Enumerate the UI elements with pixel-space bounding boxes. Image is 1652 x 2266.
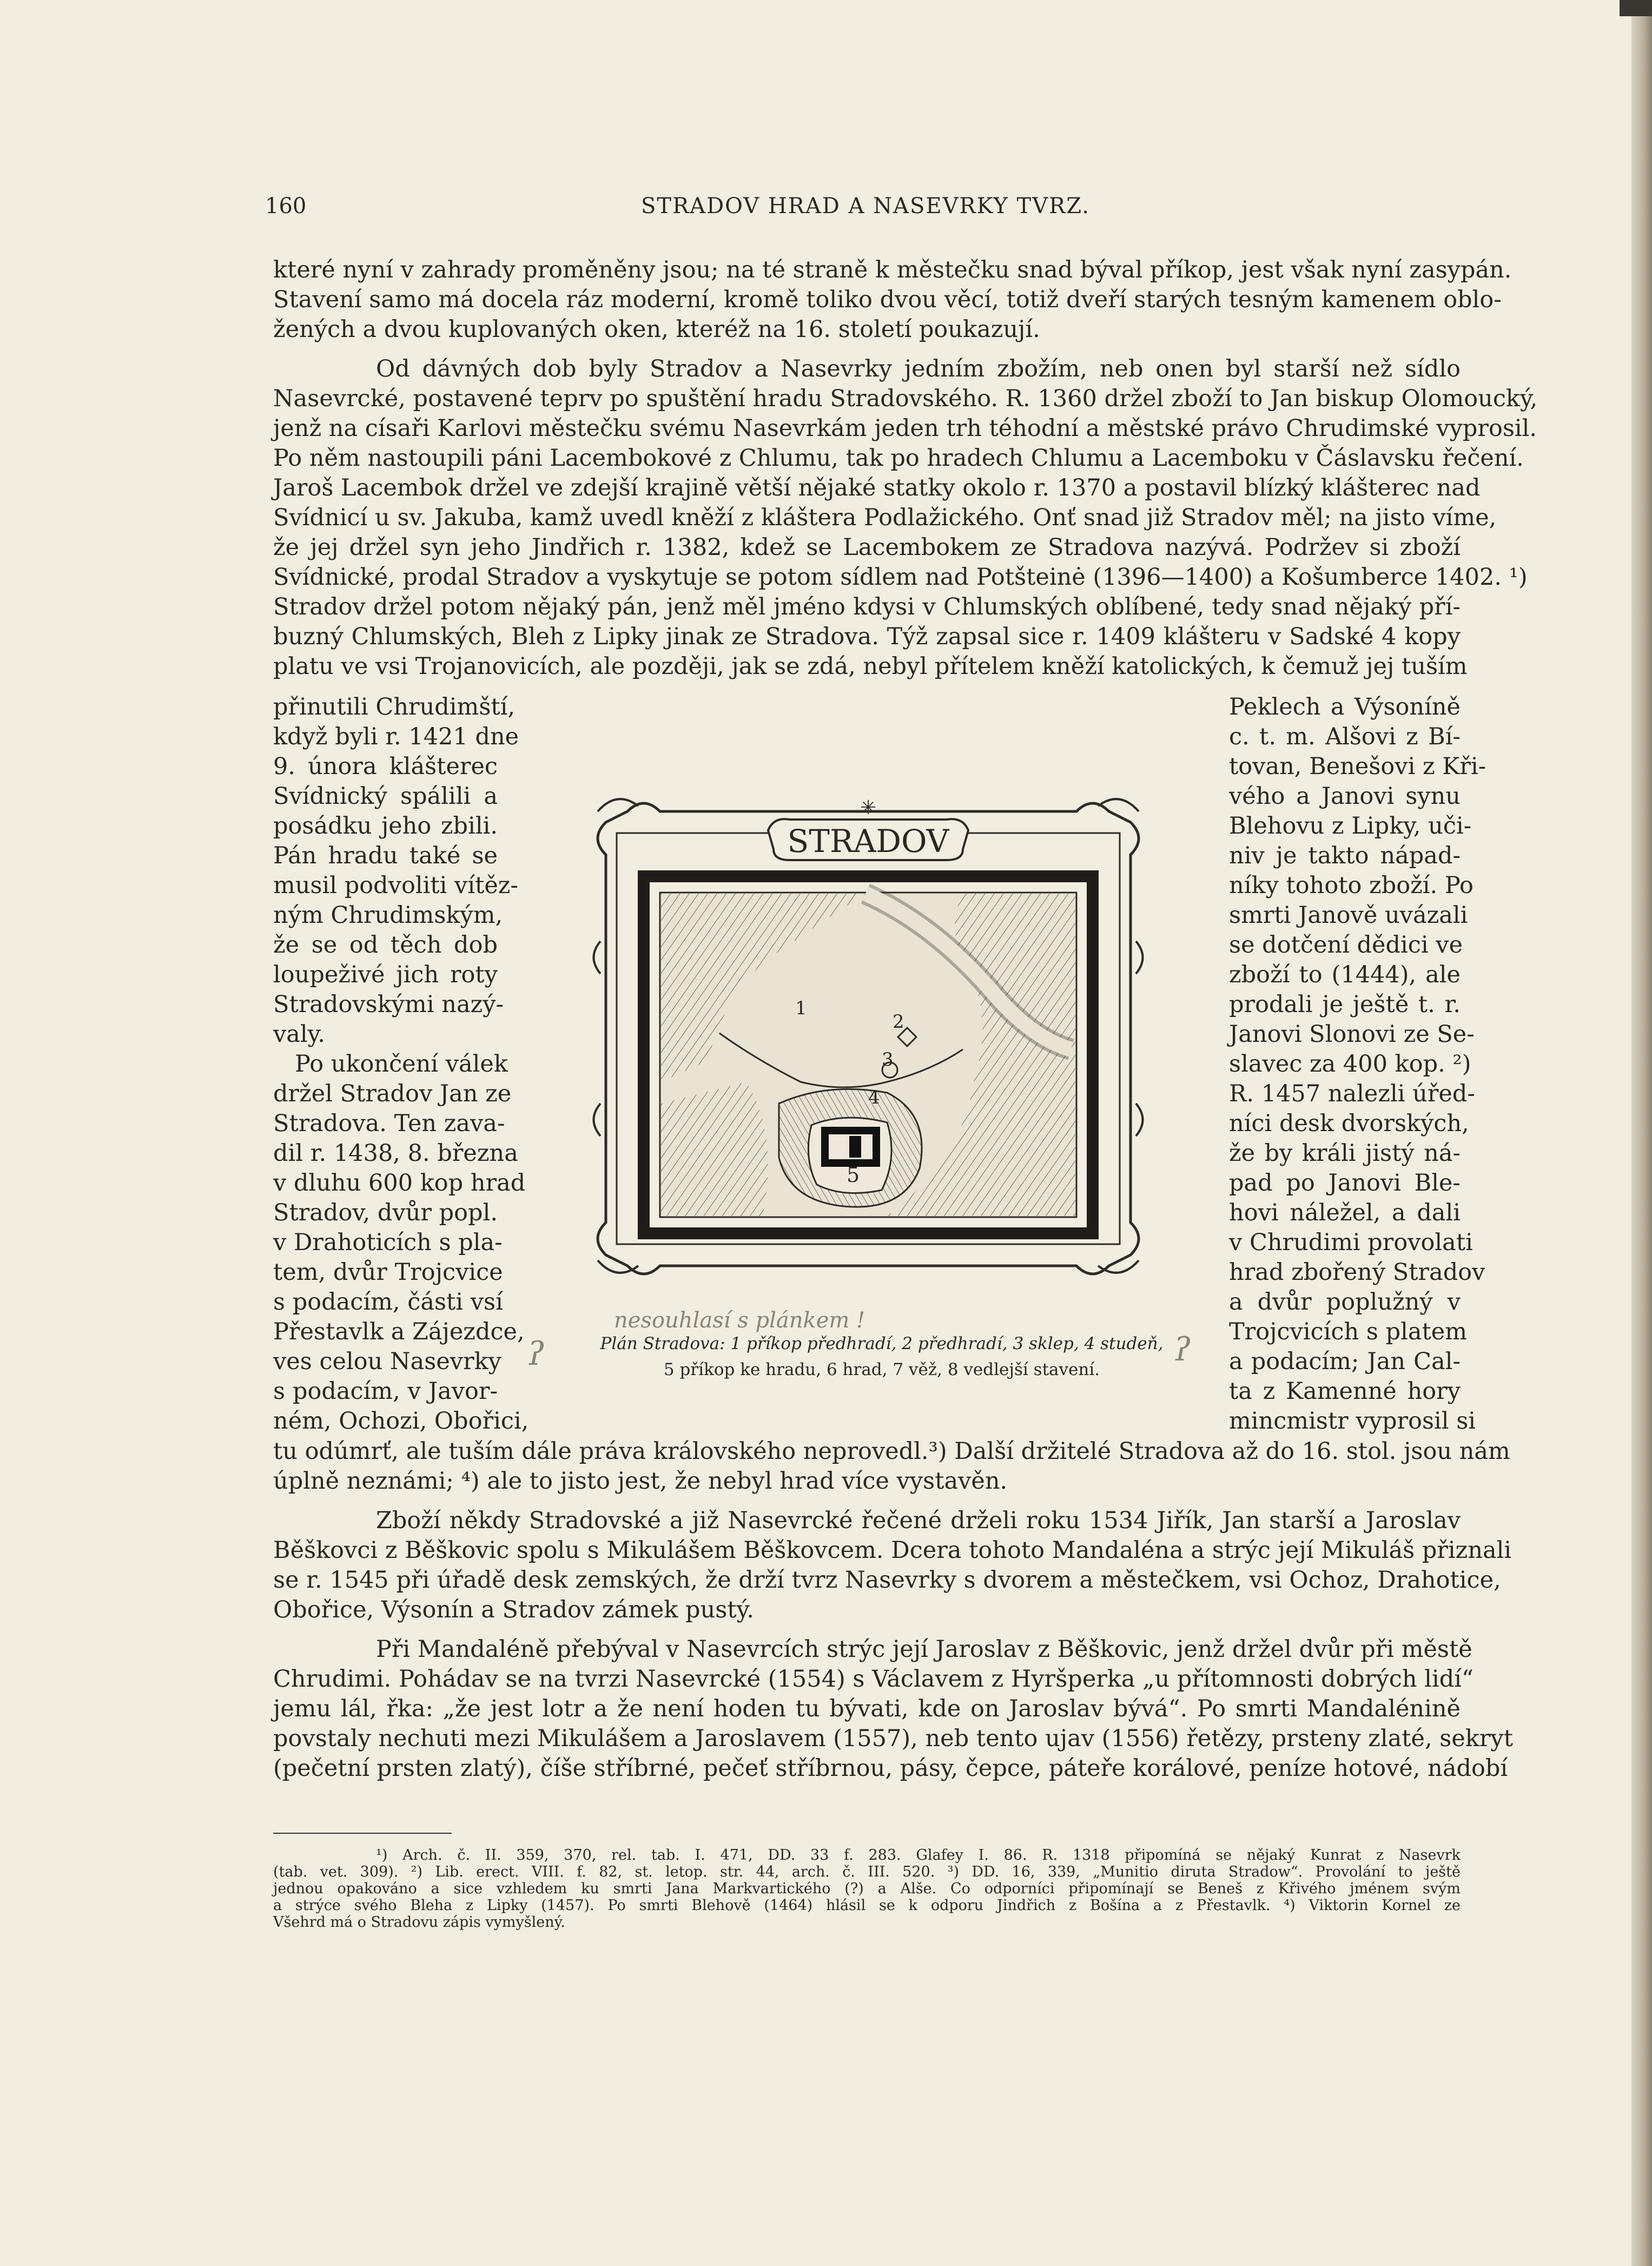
text-line: vého a Janovi synu — [1229, 783, 1461, 810]
right-column — [1229, 692, 1486, 1436]
castle-plan-figure — [584, 779, 1152, 1293]
text-line: níky tohoto zboží. Po — [1229, 872, 1473, 899]
text-line: se r. 1545 při úřadě desk zemských, že drží tvrz Nasevrky s dvorem a městečkem, vsi Ochoz, Drahotice, — [273, 1567, 1501, 1594]
text-line: Stradov držel potom nějaký pán, jenž měl jméno kdysi v Chlumských oblíbené, tedy snad nějaký pří- — [273, 593, 1461, 620]
text-line: musil podvoliti vítěz- — [273, 872, 518, 899]
text-line: Při Mandaléně přebýval v Nasevrcích strýc její Jaroslav z Běškovic, jenž držel dvůr při městě — [376, 1636, 1472, 1663]
text-line: Obořice, Výsonín a Stradov zámek pustý. — [273, 1596, 754, 1623]
text-line: Zboží někdy Stradovské a již Nasevrcké řečené drželi roku 1534 Jiřík, Jan starší a Jaroslav — [376, 1507, 1461, 1534]
text-line: Po ukončení válek — [295, 1051, 508, 1078]
text-line: prodali je ještě t. r. — [1229, 991, 1461, 1018]
text-line: úplně neznámi; ⁴) ale to jisto jest, že nebyl hrad více vystavěn. — [273, 1468, 1008, 1495]
top-paragraphs — [273, 255, 1538, 682]
text-line: Janovi Slonovi ze Se- — [1229, 1021, 1475, 1048]
bottom-paragraphs — [273, 1437, 1513, 1783]
figure-banner-title: STRADOV — [787, 823, 949, 860]
text-line: Chrudimi. Pohádav se na tvrzi Nasevrcké (1554) s Václavem z Hyršperka „u přítomnosti dobrých lidí“ — [273, 1666, 1473, 1693]
footnote-line: (tab. vet. 309). ²) Lib. erect. VIII. f. 82, st. letop. str. 44, arch. č. III. 520. ³) DD. 16, 339, „Munitio diruta Stradow“. Provolání to ještě — [273, 1864, 1461, 1880]
text-line: Stavení samo má docela ráz moderní, kromě toliko dvou věcí, totiž dveří starých tesným kamenem oblo- — [273, 286, 1502, 313]
text-line: Stradov, dvůr popl. — [273, 1199, 498, 1226]
text-line: s podacím, v Javor- — [273, 1378, 498, 1405]
text-line: žených a dvou kuplovaných oken, kteréž na 16. století poukazují. — [273, 316, 1040, 343]
figure-caption — [573, 1331, 1190, 1383]
running-title: STRADOV HRAD A NASEVRKY TVRZ. — [640, 194, 1091, 219]
text-line: že by králi jistý ná- — [1229, 1140, 1461, 1167]
pencil-annotation: nesouhlasí s plánkem ! — [614, 1308, 865, 1333]
text-line: posádku jeho zbili. — [273, 812, 498, 840]
text-line: Blehovu z Lipky, uči- — [1229, 812, 1472, 840]
plan-label-5: 5 — [847, 1163, 860, 1187]
text-line: které nyní v zahrady proměněny jsou; na té straně k městečku snad býval příkop, jest však nyní zasypán. — [273, 256, 1512, 283]
pencil-mark-left: ʔ — [527, 1335, 545, 1373]
text-line: buzný Chlumských, Bleh z Lipky jinak ze Stradova. Týž zapsal sice r. 1409 klášteru v Sadské 4 kopy — [273, 623, 1461, 650]
footnotes — [273, 1847, 1461, 1931]
footnote-line: a strýce svého Bleha z Lipky (1457). Po smrti Blehově (1464) hlásil se k odporu Jindřich z Bošína a z Přestavlk. ⁴) Viktorin Kornel ze — [273, 1897, 1461, 1914]
text-line: Stradovskými nazý- — [273, 991, 504, 1018]
text-line: držel Stradov Jan ze — [273, 1080, 512, 1107]
caption-line-2: 5 příkop ke hradu, 6 hrad, 7 věž, 8 vedlejší stavení. — [663, 1360, 1100, 1379]
plan-label-3: 3 — [882, 1049, 894, 1071]
text-line: loupeživé jich roty — [273, 961, 498, 988]
text-line: ným Chrudimským, — [273, 902, 503, 929]
text-line: valy. — [273, 1021, 325, 1048]
text-line: Svídnický spálili a — [273, 783, 498, 810]
text-line: tovan, Benešovi z Kři- — [1229, 753, 1486, 780]
footnote-rule — [273, 1833, 452, 1834]
text-line: jemu lál, řka: „že jest lotr a že není hoden tu bývati, kde on Jaroslav bývá“. Po smrti Mandalénině — [273, 1695, 1461, 1722]
text-line: a podacím; Jan Cal- — [1229, 1348, 1461, 1375]
text-line: Od dávných dob byly Stradov a Nasevrky jedním zbožím, neb onen byl starší než sídlo — [376, 355, 1461, 382]
text-line: Běškovci z Běškovic spolu s Mikulášem Běškovcem. Dcera tohoto Mandaléna a strýc její Mikuláš přiznali — [273, 1537, 1512, 1564]
text-line: Přestavlk a Zájezdce, — [273, 1318, 525, 1345]
text-line: pad po Janovi Ble- — [1229, 1170, 1461, 1197]
text-line: povstaly nechuti mezi Mikulášem a Jaroslavem (1557), neb tento ujav (1556) řetězy, prsteny zlaté, sekryt — [273, 1725, 1513, 1752]
footnote-line: Všehrd má o Stradovu zápis vymyšlený. — [273, 1914, 565, 1931]
page-edge — [1631, 0, 1652, 2266]
text-line: Peklech a Výsoníně — [1229, 693, 1461, 721]
text-line: Jaroš Lacembok držel ve zdejší krajině větší nějaké statky okolo r. 1370 a postavil blízký klášterec nad — [273, 474, 1481, 501]
text-line: že se od těch dob — [273, 931, 498, 959]
text-line: Pán hradu také se — [273, 842, 498, 869]
text-line: c. t. m. Alšovi z Bí- — [1229, 723, 1461, 750]
text-line: hrad zbořený Stradov — [1229, 1259, 1485, 1286]
text-line: se dotčení dědici ve — [1229, 931, 1463, 959]
plan-label-4: 4 — [868, 1087, 880, 1108]
caption-line-1: Plán Stradova: 1 příkop předhradí, 2 předhradí, 3 sklep, 4 studeň, — [600, 1334, 1164, 1353]
text-line: jenž na císaři Karlovi městečku svému Nasevrkám jeden trh téhodní a městské právo Chrudimské vyprosil. — [273, 415, 1537, 442]
text-line: Stradova. Ten zava- — [273, 1110, 505, 1137]
text-line: že jej držel syn jeho Jindřich r. 1382, kdež se Lacembokem ze Stradova nazývá. Podržev si zboží — [273, 534, 1461, 561]
text-line: ves celou Nasevrky — [273, 1348, 501, 1375]
text-line: tu odúmrť, ale tuším dále práva královského neprovedl.³) Další držitelé Stradova až do 16. stol. jsou nám — [273, 1438, 1510, 1465]
text-line: a dvůr poplužný v — [1229, 1289, 1461, 1316]
page-header — [265, 194, 1466, 226]
text-line: v Chrudimi provolati — [1229, 1229, 1473, 1256]
text-line: Nasevrcké, postavené teprv po spuštění hradu Stradovského. R. 1360 držel zboží to Jan biskup Olomoucký, — [273, 385, 1538, 412]
text-line: zboží to (1444), ale — [1229, 961, 1461, 988]
text-line: hovi náležel, a dali — [1229, 1199, 1461, 1226]
text-line: s podacím, části vsí — [273, 1289, 503, 1316]
page-corner — [1620, 0, 1652, 16]
text-line: (pečetní prsten zlatý), číše stříbrné, pečeť stříbrnou, pásy, čepce, páteře korálové, peníze hotové, nádobí — [273, 1755, 1508, 1782]
footnote-line: ¹) Arch. č. II. 359, 370, rel. tab. I. 471, DD. 33 f. 283. Glafey I. 86. R. 1318 připomíná se nějaký Kunrat z Nasevrk — [376, 1847, 1461, 1864]
text-line: v dluhu 600 kop hrad — [273, 1170, 526, 1197]
text-line: R. 1457 nalezli úřed- — [1229, 1080, 1475, 1107]
text-line: 9. února klášterec — [273, 753, 498, 780]
text-line: přinutili Chrudimští, — [273, 693, 516, 721]
text-line: v Drahoticích s pla- — [273, 1229, 503, 1256]
compass-icon: ✳ — [860, 797, 877, 819]
text-line: tem, dvůr Trojcvice — [273, 1259, 503, 1286]
text-line: smrti Janově uvázali — [1229, 902, 1468, 929]
pencil-mark-right: ʔ — [1174, 1331, 1192, 1369]
page-number: 160 — [265, 194, 307, 219]
plan-label-2: 2 — [893, 1011, 904, 1033]
text-line: dil r. 1438, 8. března — [273, 1140, 518, 1167]
text-line: níci desk dvorských, — [1229, 1110, 1469, 1137]
text-line: Svídnicí u sv. Jakuba, kamž uvedl kněží z kláštera Podlažického. Onť snad již Stradov měl; na jisto víme, — [273, 504, 1497, 531]
left-column — [273, 692, 529, 1436]
text-line: Po něm nastoupili páni Lacembokové z Chlumu, tak po hradech Chlumu a Lacemboku v Čáslavsku řečení. — [273, 445, 1524, 472]
text-line: Trojcvicích s platem — [1229, 1318, 1468, 1345]
text-line: niv je takto nápad- — [1229, 842, 1461, 869]
text-line: když byli r. 1421 dne — [273, 723, 519, 750]
text-line: ném, Ochozi, Obořici, — [273, 1408, 529, 1435]
plan-label-1: 1 — [795, 997, 807, 1019]
text-line: mincmistr vyprosil si — [1229, 1408, 1476, 1435]
text-line: Svídnické, prodal Stradov a vyskytuje se potom sídlem nad Potšteinė (1396—1400) a Košumberce 1402. ¹) — [273, 564, 1528, 591]
text-line: ta z Kamenné hory — [1229, 1378, 1461, 1405]
footnote-line: jednou opakováno a sice vzhledem ku smrti Jana Markvartického (?) a Alše. Co odporníci připomínají se Beneš z Křivého jménem svým — [273, 1880, 1461, 1897]
text-line: slavec za 400 kop. ²) — [1229, 1051, 1471, 1078]
text-line: platu ve vsi Trojanovicích, ale později, jak se zdá, nebyl přítelem kněží katolických, k čemuž jej tuším — [273, 653, 1468, 680]
